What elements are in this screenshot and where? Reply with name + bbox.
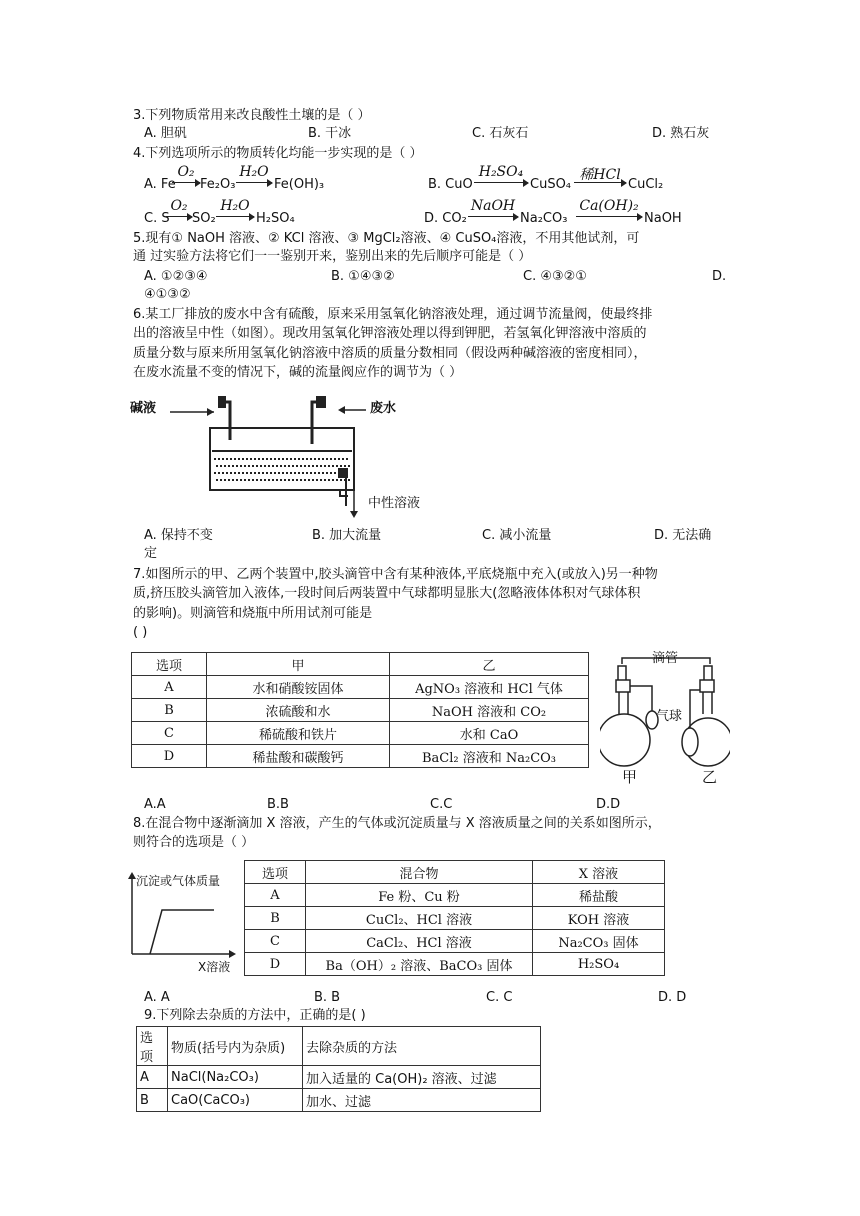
q6-stem-line4: 在废水流量不变的情况下，碱的流量阀应作的调节为（ ） [133,365,463,380]
table-cell: Ba（OH）₂ 溶液、BaCO₃ 固体 [306,953,533,976]
table-cell: CuCl₂、HCl 溶液 [306,907,533,930]
q3-option-d[interactable]: D. 熟石灰 [652,126,710,141]
table-header-row [137,1027,541,1066]
q7-label-balloon: 气球 [656,709,683,724]
q8-option-a[interactable]: A. A [144,990,170,1005]
q7-options-table [131,652,589,768]
q4-c-start: C. S [144,211,170,226]
q4-a-start: A. Fe [144,177,176,192]
table-cell: C [245,930,306,953]
q4-b-reagent2: 稀HCl [579,167,621,183]
q4-b-end: CuCl₂ [628,177,664,192]
q7-stem-line2: 质,挤压胶头滴管加入液体,一段时间后两装置中气球都明显胀大(忽略液体体积对气球体积 [133,586,641,601]
q6-option-c[interactable]: C. 减小流量 [482,528,552,543]
q8-option-c[interactable]: C. C [486,990,513,1005]
q4-a-end: Fe(OH)₃ [274,177,325,192]
q6-option-d-continued: 定 [144,546,158,561]
table-header-cell: 物质(括号内为杂质) [168,1027,303,1066]
q5-option-d[interactable]: D. [712,269,727,284]
table-cell: BaCl₂ 溶液和 Na₂CO₃ [390,745,589,768]
q4-a-arrow1 [172,164,200,188]
q4-d-start: D. CO₂ [424,211,467,226]
q8-graph-xlabel: X溶液 [198,960,231,974]
table-cell: AgNO₃ 溶液和 HCl 气体 [390,676,589,699]
table-row [245,884,665,907]
q7-option-c[interactable]: C.C [430,797,453,812]
table-cell: NaCl(Na₂CO₃) [168,1066,303,1089]
table-header-cell: 选项 [137,1027,168,1066]
table-cell: A [137,1066,168,1089]
table-cell: Fe 粉、Cu 粉 [306,884,533,907]
table-cell: 稀盐酸 [533,884,665,907]
table-header-cell: 混合物 [306,861,533,884]
q4-d-mid: Na₂CO₃ [520,211,568,226]
table-row [137,1066,541,1089]
q8-options-table [244,860,665,976]
table-row [132,722,589,745]
table-header-cell: 选项 [245,861,306,884]
table-row [132,699,589,722]
q4-a-reagent1: O₂ [177,164,195,180]
table-header-row [245,861,665,884]
q7-option-b[interactable]: B.B [267,797,289,812]
q9-stem: 9.下列除去杂质的方法中，正确的是( ) [144,1008,366,1023]
q8-stem-line2: 则符合的选项是（ ） [133,835,255,850]
q8-stem-line1: 8.在混合物中逐渐滴加 X 溶液，产生的气体或沉淀质量与 X 溶液质量之间的关系如图所示， [133,816,661,831]
q5-option-b[interactable]: B. ①④③② [331,269,395,284]
q4-a-reagent2: H₂O [239,164,269,180]
q3-option-b[interactable]: B. 干冰 [308,126,352,141]
q4-d-arrow2 [576,198,642,222]
q6-option-d[interactable]: D. 无法确 [654,528,712,543]
q5-stem-line1: 5.现有① NaOH 溶液、② KCl 溶液、③ MgCl₂溶液、④ CuSO₄溶液，不用其他试剂，可 [133,231,640,246]
q6-stem-line3: 质量分数与原来所用氢氧化钠溶液中溶质的质量分数相同（假设两种碱溶液的密度相同）， [133,346,647,361]
table-cell: Na₂CO₃ 固体 [533,930,665,953]
table-header-cell: 选项 [132,653,207,676]
q5-option-a[interactable]: A. ①②③④ [144,269,208,284]
q6-diagram [130,388,450,523]
table-cell: B [137,1089,168,1112]
q4-c-mid: SO₂ [192,211,216,226]
q6-label-neutral: 中性溶液 [368,496,421,511]
table-cell: 水和硝酸铵固体 [207,676,390,699]
q4-stem: 4.下列选项所示的物质转化均能一步实现的是（ ） [133,146,423,161]
q4-a-mid: Fe₂O₃ [200,177,236,192]
table-row [245,930,665,953]
q7-label-yi: 乙 [702,768,718,786]
table-cell: B [132,699,207,722]
q3-option-c[interactable]: C. 石灰石 [472,126,529,141]
q7-stem-line4: ( ) [133,625,148,640]
q7-label-dropper: 滴管 [652,651,679,666]
q7-option-a[interactable]: A.A [144,797,166,812]
table-row [137,1089,541,1112]
q4-d-arrow1 [468,198,518,222]
q4-b-mid: CuSO₄ [530,177,572,192]
q7-option-d[interactable]: D.D [596,797,621,812]
table-row [245,953,665,976]
q4-d-reagent1: NaOH [470,198,516,214]
table-cell: 稀盐酸和碳酸钙 [207,745,390,768]
q8-graph-ylabel: 沉淀或气体质量 [136,874,221,888]
q6-label-waste: 废水 [370,401,397,416]
table-cell: KOH 溶液 [533,907,665,930]
table-cell: A [245,884,306,907]
table-cell: 水和 CaO [390,722,589,745]
q5-option-c[interactable]: C. ④③②① [523,269,587,284]
q6-option-b[interactable]: B. 加大流量 [312,528,382,543]
q7-stem-line1: 7.如图所示的甲、乙两个装置中,胶头滴管中含有某种液体,平底烧瓶中充入(或放入)另一种物 [133,567,658,582]
q3-option-a[interactable]: A. 胆矾 [144,126,187,141]
table-cell: H₂SO₄ [533,953,665,976]
q4-b-arrow2 [574,167,626,188]
table-cell: B [245,907,306,930]
q6-label-alkali: 碱液 [130,401,157,416]
table-header-cell: X 溶液 [533,861,665,884]
table-cell: CaCl₂、HCl 溶液 [306,930,533,953]
q6-stem-line2: 出的溶液呈中性（如图）。现改用氢氧化钾溶液处理以得到钾肥，若氢氧化钾溶液中溶质的 [133,326,647,341]
q4-c-reagent1: O₂ [170,198,188,214]
q4-b-reagent1: H₂SO₄ [478,164,524,180]
table-cell: C [132,722,207,745]
table-cell: D [132,745,207,768]
table-cell: D [245,953,306,976]
q5-stem-line2: 通 过实验方法将它们一一鉴别开来，鉴别出来的先后顺序可能是（ ） [133,249,532,264]
table-cell: CaO(CaCO₃) [168,1089,303,1112]
q4-c-arrow2 [216,198,254,222]
q6-stem-line1: 6.某工厂排放的废水中含有硫酸，原来采用氢氧化钠溶液处理，通过调节流量阀，使最终排 [133,307,653,322]
table-row [245,907,665,930]
q4-c-end: H₂SO₄ [256,211,295,226]
q4-d-end: NaOH [644,211,682,226]
table-header-cell: 去除杂质的方法 [303,1027,541,1066]
q6-option-a[interactable]: A. 保持不变 [144,528,213,543]
q4-d-reagent2: Ca(OH)₂ [579,198,639,214]
q4-c-reagent2: H₂O [220,198,250,214]
q9-options-table [136,1026,541,1112]
table-cell: 稀硫酸和铁片 [207,722,390,745]
table-header-row [132,653,589,676]
q4-b-arrow1 [474,164,528,188]
q5-option-d-continued: ④①③② [144,287,191,302]
q3-stem: 3.下列物质常用来改良酸性土壤的是（ ） [133,108,371,123]
table-cell: 浓硫酸和水 [207,699,390,722]
q7-label-jia: 甲 [622,768,638,786]
q7-stem-line3: 的影响)。则滴管和烧瓶中所用试剂可能是 [133,606,373,621]
q4-a-arrow2 [236,164,272,188]
table-row [132,745,589,768]
q8-option-d[interactable]: D. D [658,990,687,1005]
table-header-cell: 甲 [207,653,390,676]
q4-b-start: B. CuO [428,177,473,192]
table-cell: 加入适量的 Ca(OH)₂ 溶液、过滤 [303,1066,541,1089]
q8-graph [126,866,244,978]
table-header-cell: 乙 [390,653,589,676]
q7-apparatus-diagram [600,650,730,785]
table-cell: NaOH 溶液和 CO₂ [390,699,589,722]
table-row [132,676,589,699]
q8-option-b[interactable]: B. B [314,990,341,1005]
table-cell: 加水、过滤 [303,1089,541,1112]
q4-c-arrow1 [166,198,192,222]
table-cell: A [132,676,207,699]
